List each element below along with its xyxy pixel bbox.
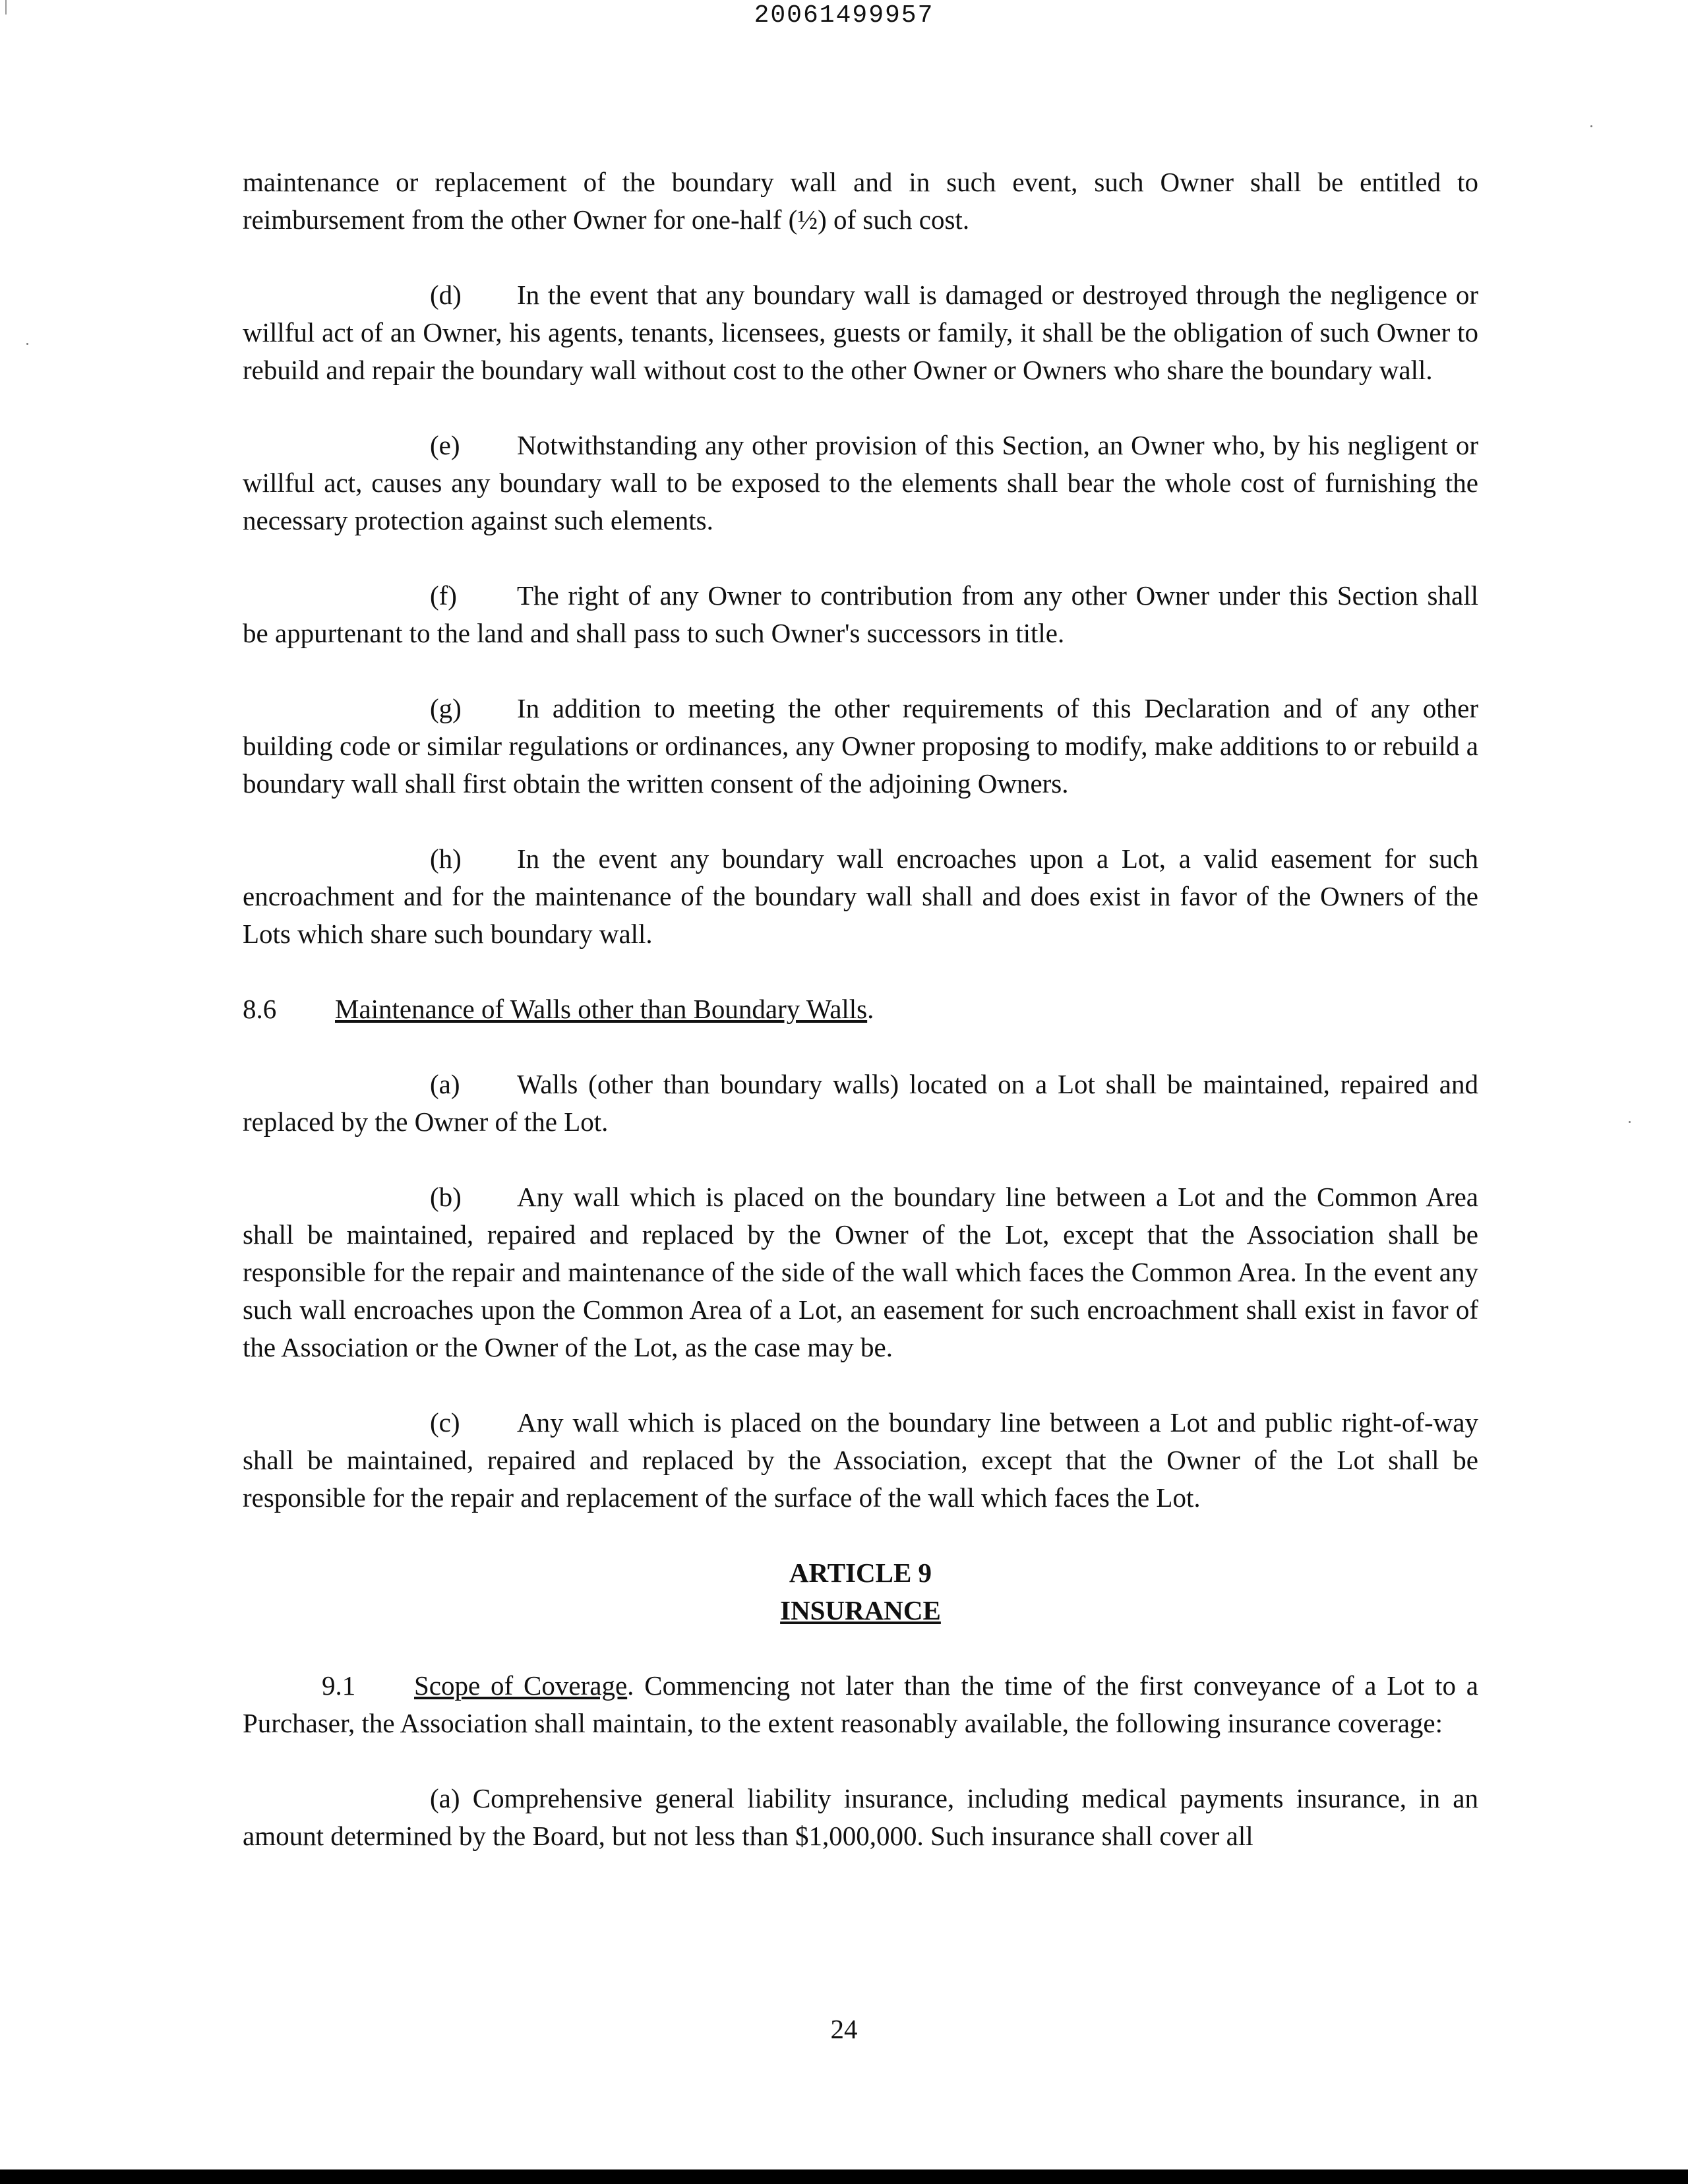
paragraph-text: Notwithstanding any other provision of this Section, an Owner who, by his negligent or willful act, causes any boundary wall to be exposed to the elements shall bear the whole cost of furnishing the necessary protection against such elements. <box>243 430 1478 535</box>
paragraph-text: In the event any boundary wall encroaches upon a Lot, a valid easement for such encroachment and for the maintenance of the boundary wall shall and does exist in favor of the Owners of the Lots which share such boundary wall. <box>243 843 1478 949</box>
body-text <box>243 164 1478 1893</box>
section-number: 8.6 <box>243 994 277 1024</box>
paragraph-text: Comprehensive general liability insurance, including medical payments insurance, in an amount determined by the Board, but not less than $1,000,000. Such insurance shall cover all <box>243 1783 1479 1851</box>
paragraph-d <box>243 276 1478 389</box>
section-number: 9.1 <box>322 1670 356 1701</box>
paragraph-label: (a) <box>430 1783 460 1813</box>
section-heading-8-6 <box>243 990 1478 1028</box>
paragraph-8-6-a <box>243 1066 1478 1141</box>
paragraph-9-1-a <box>243 1780 1478 1855</box>
scan-speck <box>1629 1121 1631 1123</box>
paragraph-text: Any wall which is placed on the boundary line between a Lot and the Common Area shall be maintained, repaired and replaced by the Owner of the Lot, except that the Association shall be responsible for the repair and maintenance of the side of the wall which faces the Common Area. In the event any such wall encroaches upon the Common Area of a Lot, an easement for such encroachment shall exist in favor of the Association or the Owner of the Lot, as the case may be. <box>243 1182 1478 1362</box>
paragraph-h <box>243 840 1478 953</box>
paragraph-text: In the event that any boundary wall is damaged or destroyed through the negligence or willful act of an Owner, his agents, tenants, licensees, guests or family, it shall be the obligation of such Owner to rebuild and repair the boundary wall without cost to the other Owner or Owners who share the boundary wall. <box>243 280 1478 385</box>
section-9-1 <box>243 1667 1478 1742</box>
scan-speck <box>1590 125 1592 127</box>
paragraph-label: (b) <box>430 1182 462 1212</box>
paragraph-continued: maintenance or replacement of the boundary wall and in such event, such Owner shall be entitled to reimbursement from the other Owner for one-half (½) of such cost. <box>243 167 1478 235</box>
document-number: 20061499957 <box>754 1 934 30</box>
section-title-period: . <box>867 994 874 1024</box>
paragraph-text: Any wall which is placed on the boundary line between a Lot and public right-of-way shall be maintained, repaired and replaced by the Association, except that the Owner of the Lot shall be responsible for the repair and replacement of the surface of the wall which faces the Lot. <box>243 1407 1478 1513</box>
paragraph-8-6-c <box>243 1404 1478 1517</box>
paragraph-label: (e) <box>430 430 460 460</box>
paragraph-text: In addition to meeting the other requirements of this Declaration and of any other building code or similar regulations or ordinances, any Owner proposing to modify, make additions to or rebuild a boundary wall shall first obtain the written consent of the adjoining Owners. <box>243 693 1478 799</box>
scan-bottom-border <box>0 2169 1688 2184</box>
paragraph-label: (a) <box>430 1069 460 1099</box>
paragraph-label: (d) <box>430 280 462 310</box>
paragraph-e <box>243 427 1478 539</box>
scan-speck <box>26 343 28 345</box>
section-title: Scope of Coverage <box>414 1670 628 1701</box>
paragraph-g <box>243 690 1478 803</box>
section-title: Maintenance of Walls other than Boundary Walls <box>335 994 868 1024</box>
paragraph-label: (g) <box>430 693 462 723</box>
page-number: 24 <box>830 2014 858 2044</box>
paragraph-label: (h) <box>430 843 462 874</box>
paragraph-label: (c) <box>430 1407 460 1438</box>
paragraph-label: (f) <box>430 580 457 611</box>
section-text: . Commencing not later than the time of the first conveyance of a Lot to a Purchaser, the Association shall maintain, to the extent reasonably available, the following insurance coverage: <box>243 1670 1478 1738</box>
article-number: ARTICLE 9 <box>789 1558 932 1588</box>
paragraph-text: Walls (other than boundary walls) located on a Lot shall be maintained, repaired and replaced by the Owner of the Lot. <box>243 1069 1478 1137</box>
paragraph-8-6-b <box>243 1178 1478 1366</box>
article-title: INSURANCE <box>780 1595 941 1625</box>
article-heading <box>243 1554 1478 1629</box>
paragraph-f <box>243 577 1478 652</box>
paragraph-text: The right of any Owner to contribution from any other Owner under this Section shall be appurtenant to the land and shall pass to such Owner's successors in title. <box>243 580 1478 648</box>
